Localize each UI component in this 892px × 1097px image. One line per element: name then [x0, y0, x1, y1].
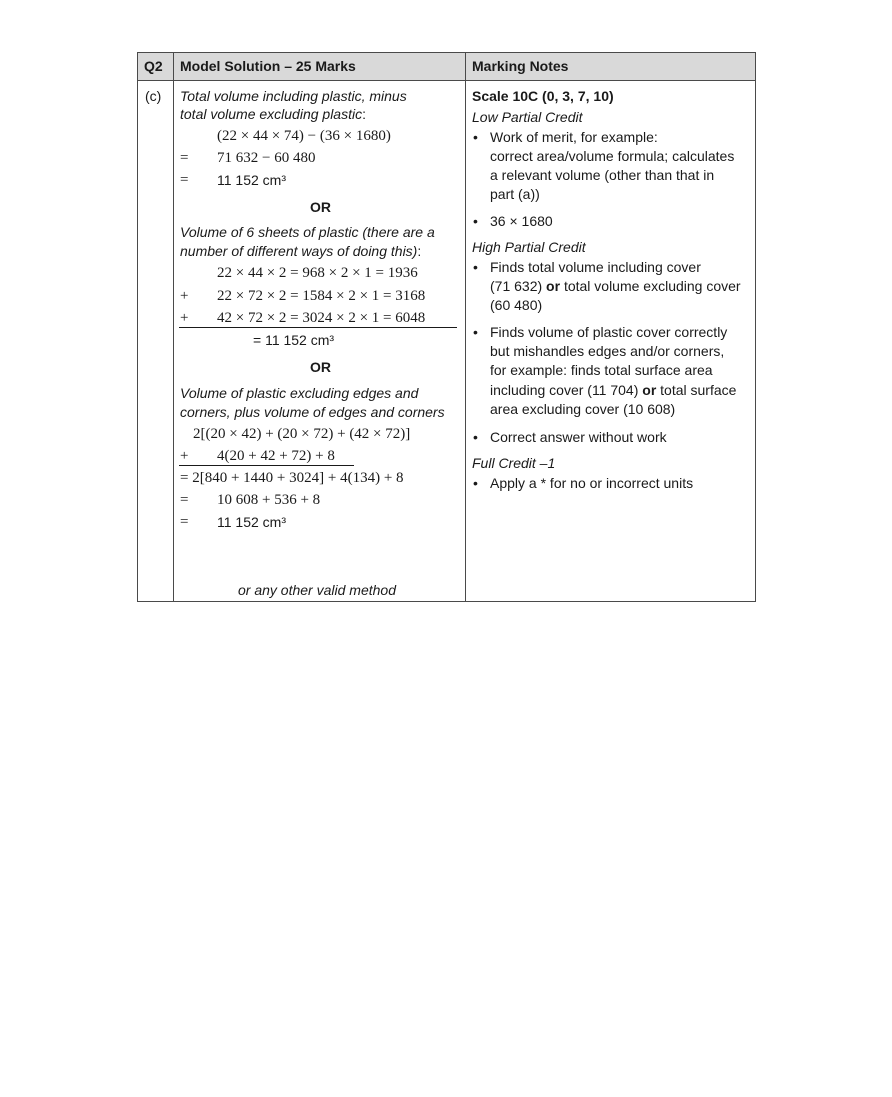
- note-b5: Correct answer without work: [490, 429, 667, 445]
- scale-label: Scale 10C (0, 3, 7, 10): [472, 88, 614, 104]
- method3-expr4: 10 608 + 536 + 8: [217, 492, 321, 508]
- method3-expr3: = 2[840 + 1440 + 3024] + 4(134) + 8: [180, 470, 404, 486]
- method1-line1: Total volume including plastic, minus: [180, 88, 407, 104]
- bullet-icon: •: [473, 429, 478, 445]
- note-b4-line2: but mishandles edges and/or corners,: [490, 343, 725, 359]
- method1-result: 11 152 cm³: [217, 172, 286, 188]
- note-b4-line1: Finds volume of plastic cover correctly: [490, 324, 728, 340]
- other-method-note: or any other valid method: [238, 582, 396, 598]
- full-credit-heading: Full Credit –1: [472, 455, 556, 471]
- note-b3-line3: (60 480): [490, 297, 543, 313]
- method1-op3: =: [180, 172, 189, 188]
- note-b1-line4: part (a)): [490, 186, 540, 202]
- or-divider-2: OR: [310, 359, 331, 375]
- note-b3-line2: (71 632) or total volume excluding cover: [490, 278, 741, 294]
- method2-line1: Volume of 6 sheets of plastic (there are a: [180, 224, 435, 240]
- method2-op2: +: [180, 288, 189, 304]
- bullet-icon: •: [473, 259, 478, 275]
- method3-op5: =: [180, 514, 189, 530]
- or-divider-1: OR: [310, 199, 331, 215]
- method1-op2: =: [180, 150, 189, 166]
- bullet-icon: •: [473, 129, 478, 145]
- method2-line2: number of different ways of doing this):: [180, 243, 422, 259]
- note-b1-line1: Work of merit, for example:: [490, 129, 658, 145]
- method3-line2: corners, plus volume of edges and corners: [180, 404, 445, 420]
- note-b4-line4: including cover (11 704) or total surface: [490, 382, 737, 398]
- note-b3-line1: Finds total volume including cover: [490, 259, 701, 275]
- header-model-solution: Model Solution – 25 Marks: [180, 58, 356, 74]
- sum-underline: [179, 465, 354, 466]
- method3-line1: Volume of plastic excluding edges and: [180, 385, 419, 401]
- part-label: (c): [145, 88, 162, 104]
- method2-result: = 11 152 cm³: [253, 332, 335, 348]
- header-question: Q2: [144, 58, 163, 74]
- high-partial-credit-heading: High Partial Credit: [472, 239, 586, 255]
- method3-op4: =: [180, 492, 189, 508]
- note-b4-line3: for example: finds total surface area: [490, 362, 713, 378]
- method1-line2: total volume excluding plastic:: [180, 106, 366, 122]
- method2-expr3: 42 × 72 × 2 = 3024 × 2 × 1 = 6048: [217, 310, 426, 326]
- method3-expr2: 4(20 + 42 + 72) + 8: [217, 448, 335, 464]
- low-partial-credit-heading: Low Partial Credit: [472, 109, 583, 125]
- column-divider: [465, 53, 466, 601]
- method3-expr1: 2[(20 × 42) + (20 × 72) + (42 × 72)]: [193, 426, 411, 442]
- method2-expr2: 22 × 72 × 2 = 1584 × 2 × 1 = 3168: [217, 288, 426, 304]
- method1-expr2: 71 632 − 60 480: [217, 150, 316, 166]
- note-b2: 36 × 1680: [490, 213, 553, 229]
- sum-underline: [179, 327, 457, 328]
- bullet-icon: •: [473, 213, 478, 229]
- method3-result: 11 152 cm³: [217, 514, 286, 530]
- header-marking-notes: Marking Notes: [472, 58, 569, 74]
- method1-expr1: (22 × 44 × 74) − (36 × 1680): [217, 128, 391, 144]
- method2-op3: +: [180, 310, 189, 326]
- note-b4-line5: area excluding cover (10 608): [490, 401, 676, 417]
- bullet-icon: •: [473, 324, 478, 340]
- note-b1-line2: correct area/volume formula; calculates: [490, 148, 735, 164]
- bullet-icon: •: [473, 475, 478, 491]
- method3-op2: +: [180, 448, 189, 464]
- column-divider: [173, 53, 174, 601]
- marking-scheme-table: [137, 52, 756, 602]
- method2-expr1: 22 × 44 × 2 = 968 × 2 × 1 = 1936: [217, 265, 418, 281]
- note-b6: Apply a * for no or incorrect units: [490, 475, 694, 491]
- note-b1-line3: a relevant volume (other than that in: [490, 167, 715, 183]
